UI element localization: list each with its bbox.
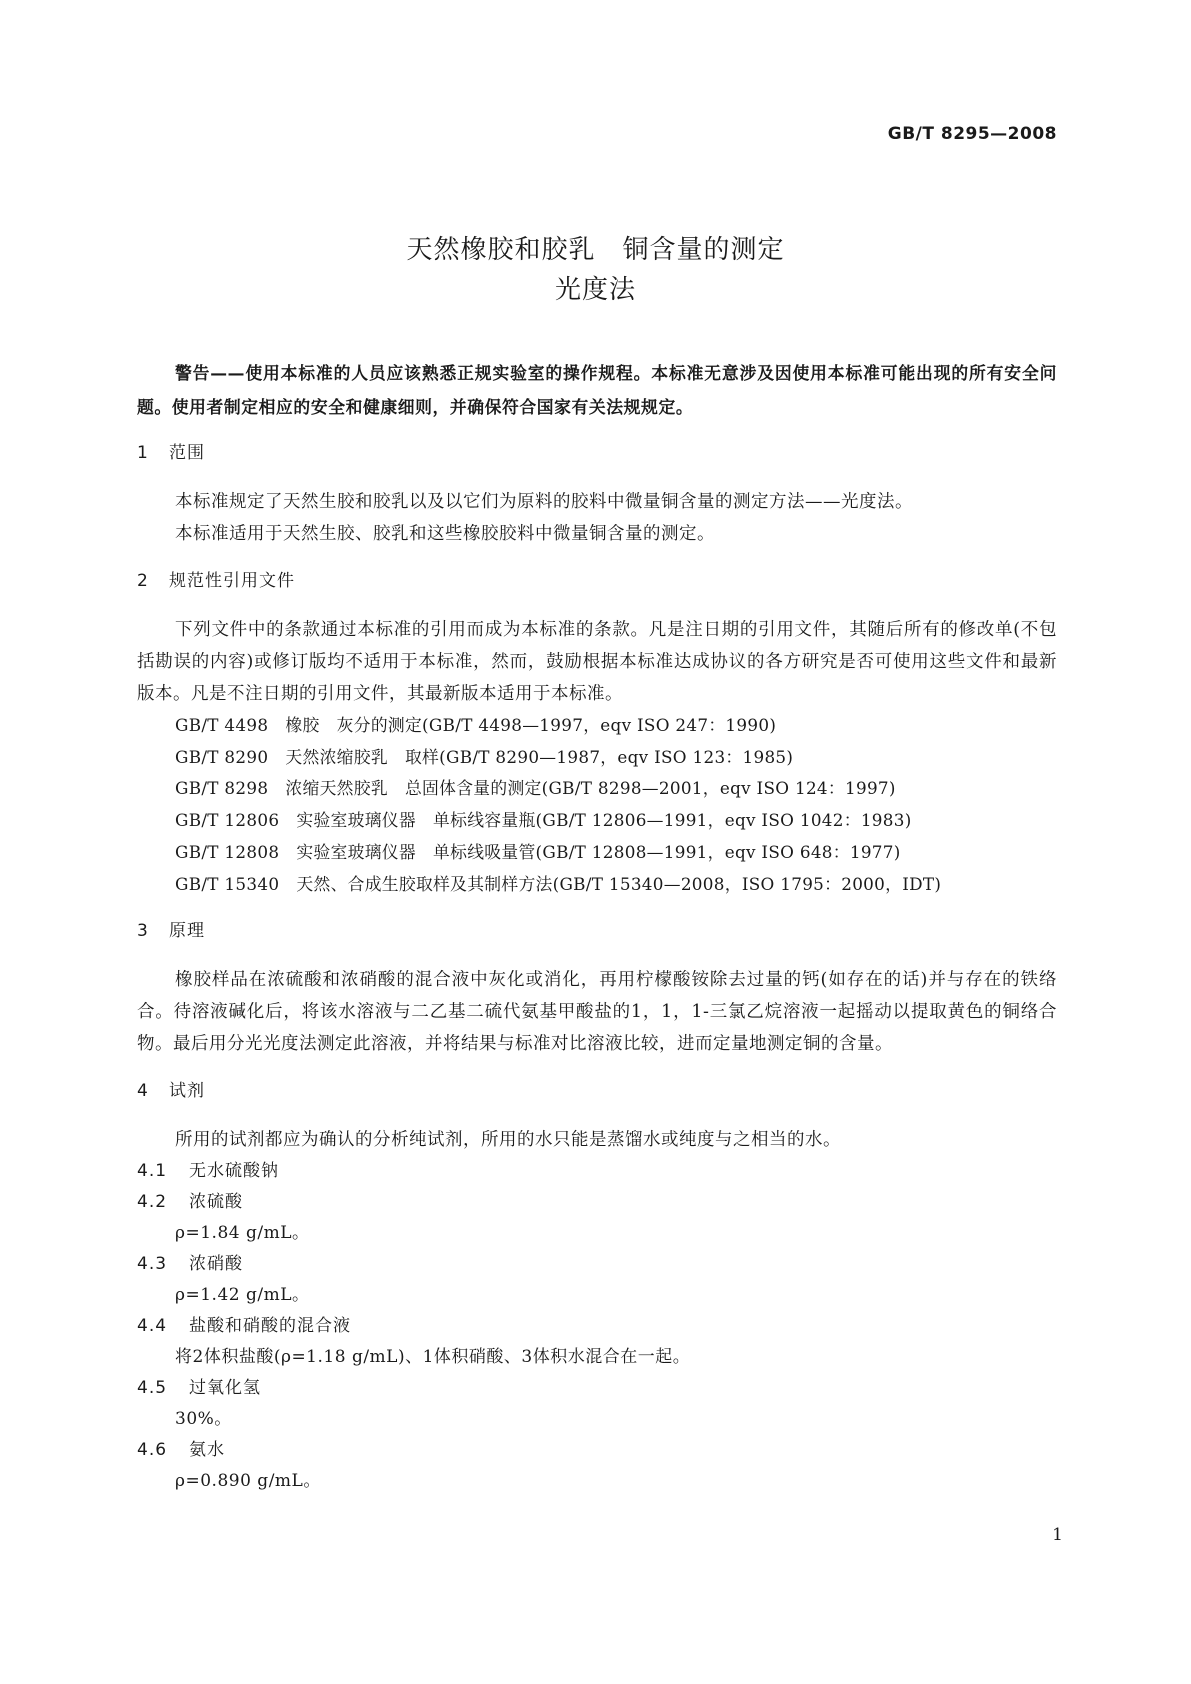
reagent-heading [137, 1311, 1057, 1342]
page-number: 1 [1052, 1525, 1063, 1545]
reagent-number: 4.1 [137, 1161, 168, 1182]
standard-number: GB/T 8295—2008 [887, 124, 1057, 144]
scope-paragraph-2: 本标准适用于天然生胶、胶乳和这些橡胶胶料中微量铜含量的测定。 [175, 524, 715, 544]
reagent-detail: ρ=1.42 g/mL。 [175, 1285, 310, 1306]
section-title: 试剂 [169, 1081, 205, 1102]
reagent-name: 盐酸和硝酸的混合液 [189, 1316, 351, 1337]
reagent-heading [137, 1249, 1057, 1280]
reagent-number: 4.2 [137, 1192, 168, 1213]
reagents-intro: 所用的试剂都应为确认的分析纯试剂，所用的水只能是蒸馏水或纯度与之相当的水。 [175, 1130, 841, 1151]
reference-item: GB/T 15340 天然、合成生胶取样及其制样方法(GB/T 15340—2008，ISO 1795：2000，IDT) [175, 873, 942, 894]
section-title: 规范性引用文件 [169, 571, 295, 591]
section-heading-principle [137, 918, 1057, 944]
reagent-detail: ρ=1.84 g/mL。 [175, 1223, 310, 1244]
reagent-heading [137, 1156, 1057, 1187]
reference-item: GB/T 4498 橡胶 灰分的测定(GB/T 4498—1997，eqv ISO 247：1990) [175, 715, 777, 735]
reagent-detail: ρ=0.890 g/mL。 [175, 1471, 321, 1492]
reference-item: GB/T 8290 天然浓缩胶乳 取样(GB/T 8290—1987，eqv ISO 123：1985) [175, 746, 794, 767]
reagent-heading [137, 1435, 1057, 1466]
section-number: 1 [137, 443, 149, 463]
section-heading-normative [137, 568, 1057, 594]
reagent-name: 浓硝酸 [189, 1254, 243, 1275]
reagent-heading [137, 1187, 1057, 1218]
reagent-name: 浓硫酸 [189, 1192, 243, 1213]
warning-paragraph: 警告——使用本标准的人员应该熟悉正规实验室的操作规程。本标准无意涉及因使用本标准可能出现的所有安全问题。使用者制定相应的安全和健康细则，并确保符合国家有关法规规定。 [137, 363, 1057, 417]
reagent-detail: 将2体积盐酸(ρ=1.18 g/mL)、1体积硝酸、3体积水混合在一起。 [175, 1347, 691, 1368]
section-title: 原理 [169, 921, 205, 942]
section-heading-reagents [137, 1078, 1057, 1104]
reference-item: GB/T 12806 实验室玻璃仪器 单标线容量瓶(GB/T 12806—1991，eqv ISO 1042：1983) [175, 810, 912, 831]
section-number: 4 [137, 1081, 149, 1102]
document-title [0, 230, 1191, 310]
reagent-detail: 30%。 [175, 1409, 232, 1430]
title-line-1: 天然橡胶和胶乳 铜含量的测定 [406, 235, 785, 265]
reagent-name: 氨水 [189, 1440, 225, 1461]
reference-item: GB/T 8298 浓缩天然胶乳 总固体含量的测定(GB/T 8298—2001，eqv ISO 124：1997) [175, 778, 896, 799]
section-title: 范围 [169, 443, 205, 463]
principle-paragraph: 橡胶样品在浓硫酸和浓硝酸的混合液中灰化或消化，再用柠檬酸铵除去过量的钙(如存在的话)并与存在的铁络合。待溶液碱化后，将该水溶液与二乙基二硫代氨基甲酸盐的1，1，1-三氯乙烷溶液一起摇动以提取黄色的铜络合物。最后用分光光度法测定此溶液，并将结果与标准对比溶液比较，进而定量地测定铜的含量。 [137, 970, 1057, 1055]
reagent-heading [137, 1373, 1057, 1404]
section-heading-scope [137, 440, 1057, 466]
reagent-number: 4.4 [137, 1316, 168, 1337]
reagent-number: 4.3 [137, 1254, 168, 1275]
reference-item: GB/T 12808 实验室玻璃仪器 单标线吸量管(GB/T 12808—1991，eqv ISO 648：1977) [175, 841, 901, 862]
normative-intro: 下列文件中的条款通过本标准的引用而成为本标准的条款。凡是注日期的引用文件，其随后所有的修改单(不包括勘误的内容)或修订版均不适用于本标准，然而，鼓励根据本标准达成协议的各方研究是否可使用这些文件和最新版本。凡是不注日期的引用文件，其最新版本适用于本标准。 [137, 620, 1057, 704]
reagent-number: 4.6 [137, 1440, 168, 1461]
section-number: 3 [137, 921, 149, 942]
reagent-name: 无水硫酸钠 [189, 1161, 279, 1182]
reagent-number: 4.5 [137, 1378, 168, 1399]
reagent-name: 过氧化氢 [189, 1378, 261, 1399]
document-body [137, 356, 1057, 1497]
title-line-2: 光度法 [554, 275, 636, 305]
section-number: 2 [137, 571, 149, 591]
reference-list [137, 710, 1057, 900]
scope-paragraph-1: 本标准规定了天然生胶和胶乳以及以它们为原料的胶料中微量铜含量的测定方法——光度法。 [175, 492, 913, 512]
